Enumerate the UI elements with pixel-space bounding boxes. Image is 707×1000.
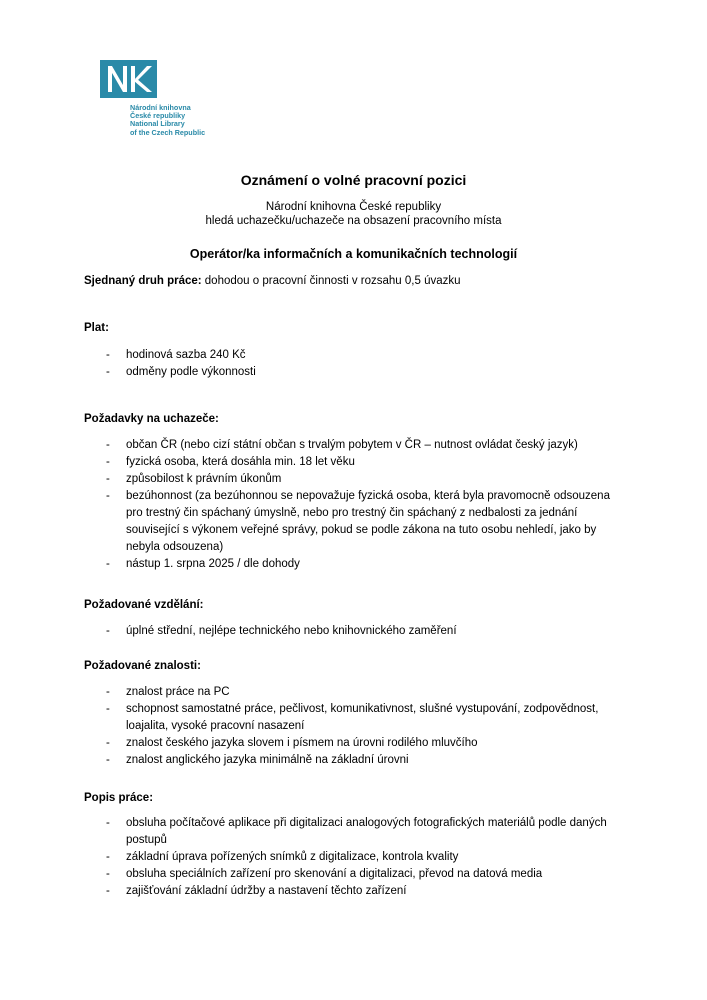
- job-description-list: [84, 815, 624, 900]
- list-item: - znalost anglického jazyka minimálně na základní úrovni: [106, 754, 409, 766]
- list-item: - nástup 1. srpna 2025 / dle dohody: [106, 558, 300, 570]
- list-item: - způsobilost k právním úkonům: [106, 473, 282, 485]
- list-item: - obsluha speciálních zařízení pro skenování a digitalizaci, převod na datová media: [106, 868, 543, 880]
- nk-logo-icon: [100, 60, 157, 98]
- logo-line: Národní knihovna: [130, 103, 191, 112]
- intro-line-2: hledá uchazečku/uchazeče na obsazení pracovního místa: [205, 215, 502, 227]
- salary-list: [84, 347, 624, 381]
- work-type: [84, 273, 624, 290]
- logo-line: České republiky: [130, 111, 186, 121]
- requirements-list: [84, 437, 624, 573]
- work-type-label: Sjednaný druh práce:: [84, 275, 202, 287]
- library-logo: [100, 60, 206, 137]
- list-item: - zajišťování základní údržby a nastavení těchto zařízení: [106, 885, 407, 897]
- list-item: - znalost práce na PC: [106, 686, 230, 698]
- list-item: - obsluha počítačové aplikace při digitalizaci analogových fotografických materiálů podle daných postupů: [106, 817, 607, 846]
- section-heading-education: Požadované vzdělání:: [84, 599, 204, 611]
- list-item: - odměny podle výkonnosti: [106, 366, 256, 378]
- list-item: - úplné střední, nejlépe technického nebo knihovnického zaměření: [106, 625, 457, 637]
- list-item: - bezúhonnost (za bezúhonnou se nepovažuje fyzická osoba, která byla pravomocně odsouzena pro trestný čin spáchaný úmyslně, nebo pro trestný čin spáchaný z nedbalosti za jednání související s výkonem veřejné správy, pokud se podle zákona na tuto osobu nehledí, jako by nebyla odsouzena): [106, 490, 610, 553]
- list-item: - hodinová sazba 240 Kč: [106, 349, 246, 361]
- position-title: Operátor/ka informačních a komunikačních technologií: [189, 247, 518, 261]
- section-heading-salary: Plat:: [84, 322, 109, 334]
- section-heading-job-description: Popis práce:: [84, 792, 154, 804]
- list-item: - fyzická osoba, která dosáhla min. 18 let věku: [106, 456, 355, 468]
- nk-logo-mark: [100, 60, 157, 98]
- section-heading-knowledge: Požadované znalosti:: [84, 660, 201, 672]
- logo-line: National Library: [130, 119, 185, 129]
- list-item: - základní úprava pořízených snímků z digitalizace, kontrola kvality: [106, 851, 459, 863]
- page-title: Oznámení o volné pracovní pozici: [240, 172, 467, 188]
- knowledge-list: [84, 684, 624, 769]
- list-item: - znalost českého jazyka slovem i písmem na úrovni rodilého mluvčího: [106, 737, 478, 749]
- list-item: - občan ČR (nebo cizí státní občan s trvalým pobytem v ČR – nutnost ovládat český jazyk): [106, 439, 578, 451]
- section-heading-requirements: Požadavky na uchazeče:: [84, 413, 219, 425]
- work-type-value: dohodou o pracovní činnosti v rozsahu 0,5 úvazku: [201, 275, 461, 287]
- intro-line-1: Národní knihovna České republiky: [265, 201, 442, 213]
- list-item: - schopnost samostatné práce, pečlivost, komunikativnost, slušné vystupování, zodpovědnost, loajalita, vysoké pracovní nasazení: [106, 703, 599, 732]
- logo-line: of the Czech Republic: [130, 127, 206, 137]
- library-name-lines: [130, 104, 270, 137]
- education-list: [84, 623, 624, 640]
